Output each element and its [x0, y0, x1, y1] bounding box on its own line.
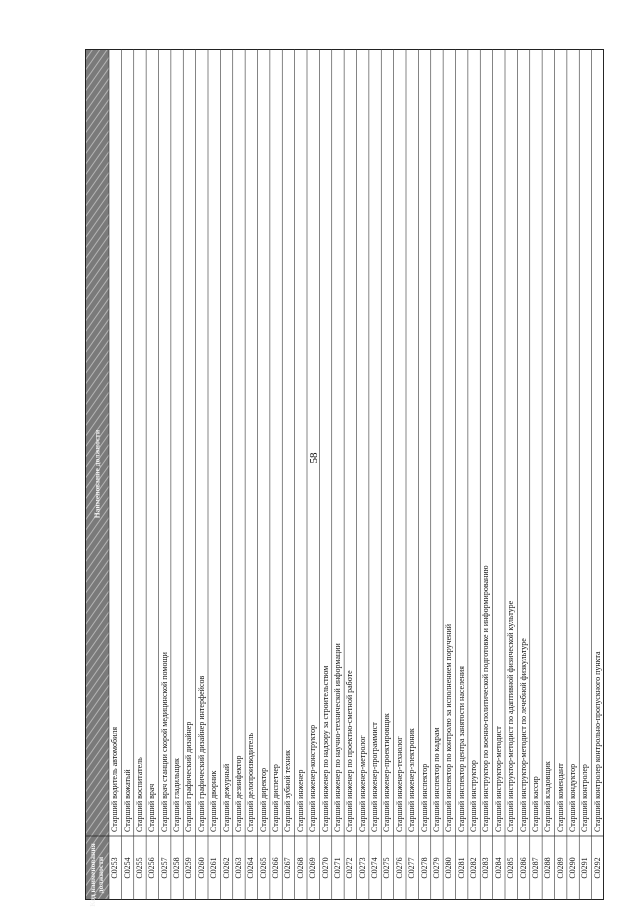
row-code: C0257	[159, 857, 169, 879]
row-code: C0267	[283, 857, 293, 879]
row-name: Старший дворник	[209, 770, 219, 832]
row-name: Старший делопроизводитель	[246, 733, 256, 832]
row-code: C0292	[592, 857, 602, 879]
row-name: Старший комендант	[555, 763, 565, 832]
row-name: Старший гладильщик	[172, 758, 182, 832]
row-name: Старший инженер-конструктор	[308, 724, 318, 832]
row-code: C0256	[147, 857, 157, 879]
row-code: C0261	[209, 857, 219, 879]
row-code: C0277	[407, 857, 417, 879]
row-code: C0262	[221, 857, 231, 879]
row-code: C0288	[543, 857, 553, 879]
row-name: Старший графический дизайнер	[184, 721, 194, 832]
row-code: C0254	[122, 857, 132, 879]
row-name: Старший инженер-метролог	[357, 735, 367, 832]
row-name: Старший директор	[258, 767, 268, 832]
row-name: Старший инструктор по военно-политической подготовке и информированию	[481, 565, 491, 832]
row-code: C0260	[196, 857, 206, 879]
row-name: Старший инженер по проектно-сметной работе	[345, 670, 355, 832]
page-number: 58	[308, 452, 320, 464]
row-code: C0282	[469, 857, 479, 879]
row-name: Старший инженер по научно-технической информации	[332, 643, 342, 832]
row-name: Старший инспектор	[419, 763, 429, 832]
row-name: Старший инженер	[295, 769, 305, 832]
row-code: C0284	[493, 857, 503, 879]
row-code: C0287	[530, 857, 540, 879]
row-code: C0263	[233, 857, 243, 879]
row-code: C0253	[110, 857, 120, 879]
row-code: C0290	[568, 857, 578, 879]
row-code: C0266	[271, 857, 281, 879]
positions-table	[85, 49, 604, 907]
row-code: C0280	[444, 857, 454, 879]
row-name: Старший инструктор-методист	[493, 726, 503, 832]
row-name: Старший дежурный	[221, 763, 231, 832]
row-code: C0268	[295, 857, 305, 879]
row-name: Старший диспетчер	[271, 764, 281, 832]
row-code: C0264	[246, 857, 256, 879]
row-name: Старший контролер	[580, 764, 590, 832]
row-code: C0291	[580, 857, 590, 879]
row-code: C0272	[345, 857, 355, 879]
row-name: Старший графический дизайнер интерфейсов	[196, 675, 206, 832]
row-code: C0270	[320, 857, 330, 879]
row-code: C0259	[184, 857, 194, 879]
header-name-label: Наименование должности	[92, 429, 102, 519]
row-code: C0276	[394, 857, 404, 879]
row-code: C0255	[134, 857, 144, 879]
row-code: C0283	[481, 857, 491, 879]
row-name: Старший инспектор центра занятости населения	[456, 666, 466, 832]
row-name: Старший водитель автомобиля	[110, 726, 120, 832]
row-name: Старший врач станции скорой медицинской помощи	[159, 652, 169, 832]
row-code: C0258	[172, 857, 182, 879]
row-name: Старший инструктор-методист по лечебной физкультуре	[518, 638, 528, 832]
row-name: Старший зубной техник	[283, 749, 293, 832]
row-code: C0286	[518, 857, 528, 879]
row-name: Старший инженер-технолог	[394, 736, 404, 832]
row-name: Старший кассир	[530, 776, 540, 832]
row-name: Старший воспитатель	[134, 757, 144, 832]
row-code: C0265	[258, 857, 268, 879]
row-code: C0274	[370, 857, 380, 879]
row-name: Старший инженер по надзору за строительством	[320, 665, 330, 832]
row-code: C0279	[431, 857, 441, 879]
row-code: C0285	[506, 857, 516, 879]
row-name: Старший инспектор по контролю за исполнением поручений	[444, 623, 454, 832]
row-code: C0281	[456, 857, 466, 879]
row-name: Старший инспектор по кадрам	[431, 727, 441, 832]
row-name: Старший кондуктор	[568, 763, 578, 832]
row-name: Старший инструктор	[469, 760, 479, 832]
row-code: C0273	[357, 857, 367, 879]
row-name: Старший контролер контрольно-пропускного пункта	[592, 651, 602, 832]
row-code: C0269	[308, 857, 318, 879]
row-name: Старший инженер-проектировщик	[382, 713, 392, 832]
row-name: Старший инженер-программист	[370, 722, 380, 832]
row-name: Старший дезинфектор	[233, 755, 243, 832]
header-code-label: Код наименования должности	[88, 843, 105, 907]
row-code: C0278	[419, 857, 429, 879]
row-name: Старший инструктор-методист по адаптивной физической культуре	[506, 600, 516, 832]
row-code: C0289	[555, 857, 565, 879]
row-name: Старший врач	[147, 783, 157, 832]
row-name: Старший кладовщик	[543, 761, 553, 832]
row-name: Старший инженер-электроник	[407, 728, 417, 832]
row-name: Старший вожатый	[122, 769, 132, 832]
row-code: C0271	[332, 857, 342, 879]
row-code: C0275	[382, 857, 392, 879]
